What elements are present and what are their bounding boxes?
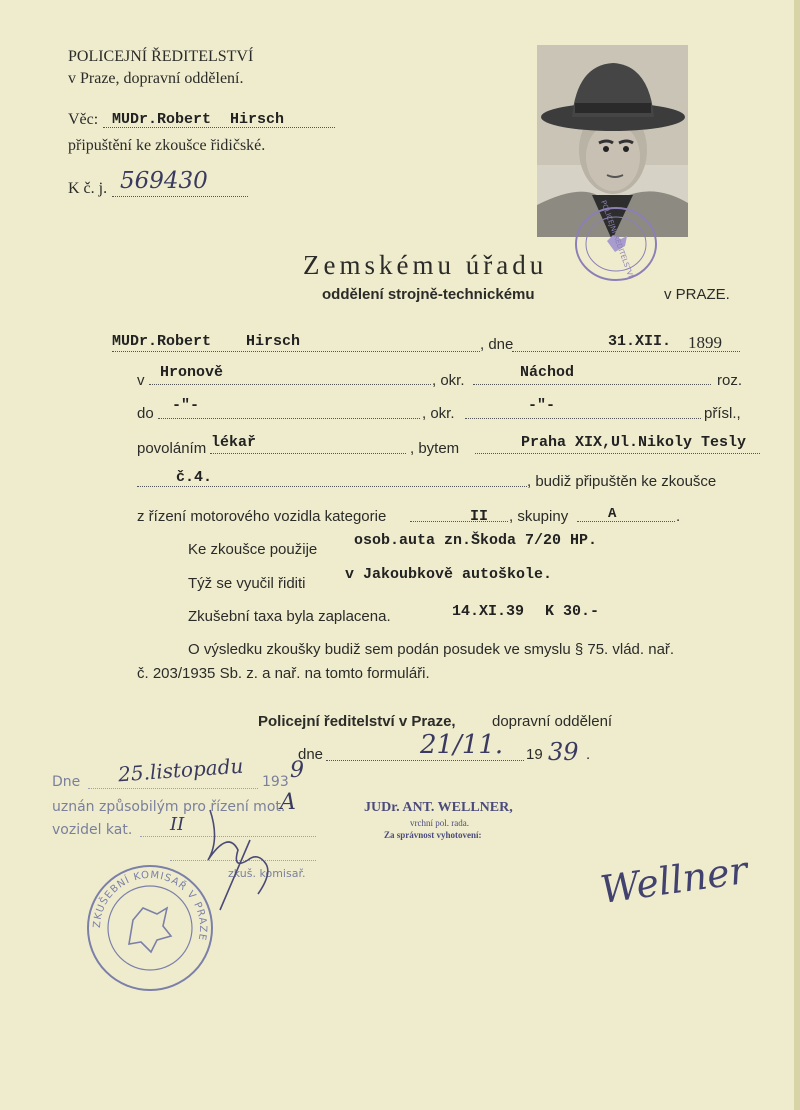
addr2-value: č.4. (176, 469, 213, 486)
subject-desc: připuštění ke zkoušce řidičské. (68, 137, 266, 154)
office-name: POLICEJNÍ ŘEDITELSTVÍ (68, 48, 254, 65)
born-date: 31.XII. (608, 333, 672, 350)
admit-text: , budiž připuštěn ke zkoušce (527, 473, 717, 490)
in-underline (149, 384, 431, 385)
photo-stamp (572, 199, 660, 283)
category-label: z řízení motorového vozidla kategorie (137, 508, 387, 525)
addressee-dept: oddělení strojně-technickému (322, 286, 535, 303)
official-signature: Wellner (597, 847, 751, 913)
issuer-year: 39 (548, 738, 579, 766)
exam-year-prefix: 193 (262, 774, 289, 790)
issuer-date-underline (326, 760, 524, 761)
exam-year: 9 (290, 758, 304, 783)
born-label: , dne (480, 336, 514, 353)
school-label: Týž se vyučil řiditi (188, 575, 306, 592)
job-underline (210, 453, 406, 454)
issuer-dept: dopravní oddělení (492, 713, 613, 730)
exam-date: 25.listopadu (117, 753, 245, 787)
bytem-value: Praha XIX,Ul.Nikoly Tesly (521, 434, 747, 451)
exam-dne-label: Dne (52, 774, 81, 790)
group-value: A (608, 506, 617, 522)
official-rank-stamp: vrchní pol. rada. (410, 818, 469, 828)
fee-amount: K 30.- (545, 603, 600, 620)
exam-group: A (280, 790, 296, 815)
group-end: . (676, 508, 681, 525)
issuer-year-prefix: 19 (526, 746, 543, 763)
issuer-date: 21/11. (420, 730, 504, 760)
born-year: 1899 (688, 333, 722, 352)
category-value: II (470, 508, 489, 525)
exam-seal-text: ZKUŠEBNÍ KOMISAŘ V PRAZE (91, 869, 209, 942)
correctness-stamp: Za správnost vyhotovení: (384, 830, 482, 840)
okr-label: , okr. (432, 372, 465, 389)
reference-underline (112, 196, 248, 197)
exam-category: II (170, 814, 185, 835)
do-value: -"- (172, 397, 200, 414)
applicant-name: MUDr.Robert Hirsch (112, 333, 301, 350)
addr2-underline (137, 486, 527, 487)
fee-label: Zkušební taxa byla zaplacena. (188, 608, 391, 625)
exam-round-seal (85, 862, 215, 994)
addressee-title: Zemskému úřadu (303, 250, 548, 280)
job-label: povoláním (137, 440, 207, 457)
prisl-label: přísl., (704, 405, 741, 422)
subject-label: Věc: (68, 111, 99, 128)
issuer-dne-label: dne (298, 746, 324, 763)
reference-number: 569430 (120, 168, 208, 194)
okr-underline (473, 384, 711, 385)
result-line2: č. 203/1935 Sb. z. a nař. na tomto formuláři. (137, 665, 430, 682)
school-value: v Jakoubkově autoškole. (345, 566, 553, 583)
roz-label: roz. (717, 372, 743, 389)
okr2-underline (465, 418, 701, 419)
fee-date: 14.XI.39 (452, 603, 525, 620)
job-value: lékař (211, 434, 257, 451)
exam-category-label: vozidel kat. (52, 822, 133, 838)
office-dept: v Praze, dopravní oddělení. (68, 70, 244, 87)
exam-approved-text: uznán způsobilým pro řízení mot. (52, 799, 286, 815)
okr2-label: , okr. (422, 405, 455, 422)
bytem-underline (475, 453, 760, 454)
exam-date-underline (88, 788, 258, 789)
category-underline (410, 521, 508, 522)
in-label: v (137, 372, 145, 389)
reference-label: K č. j. (68, 180, 108, 197)
addressee-city: v PRAZE. (664, 286, 730, 303)
in-value: Hronově (160, 364, 224, 381)
vehicle-value: osob.auta zn.Škoda 7/20 HP. (354, 532, 598, 549)
official-name-stamp: JUDr. ANT. WELLNER, (364, 800, 513, 815)
do-label: do (137, 405, 154, 422)
bytem-label: , bytem (410, 440, 460, 457)
group-label: , skupiny (509, 508, 569, 525)
okr-value: Náchod (520, 364, 575, 381)
subject-name: MUDr.Robert Hirsch (112, 111, 285, 128)
group-underline (577, 521, 675, 522)
commissioner-label: zkuš. komisař. (228, 867, 306, 880)
vehicle-label: Ke zkoušce použije (188, 541, 318, 558)
issuer-name: Policejní ředitelství v Praze, (258, 713, 456, 730)
photo-stamp-text: POLICEJNÍ ŘEDITELSTVÍ (599, 199, 635, 279)
issuer-year-end: . (586, 746, 591, 763)
okr2-value: -"- (528, 397, 556, 414)
result-line1: O výsledku zkoušky budiž sem podán posudek ve smyslu § 75. vlád. nař. (188, 641, 675, 658)
name-underline (112, 351, 480, 352)
do-underline (158, 418, 420, 419)
